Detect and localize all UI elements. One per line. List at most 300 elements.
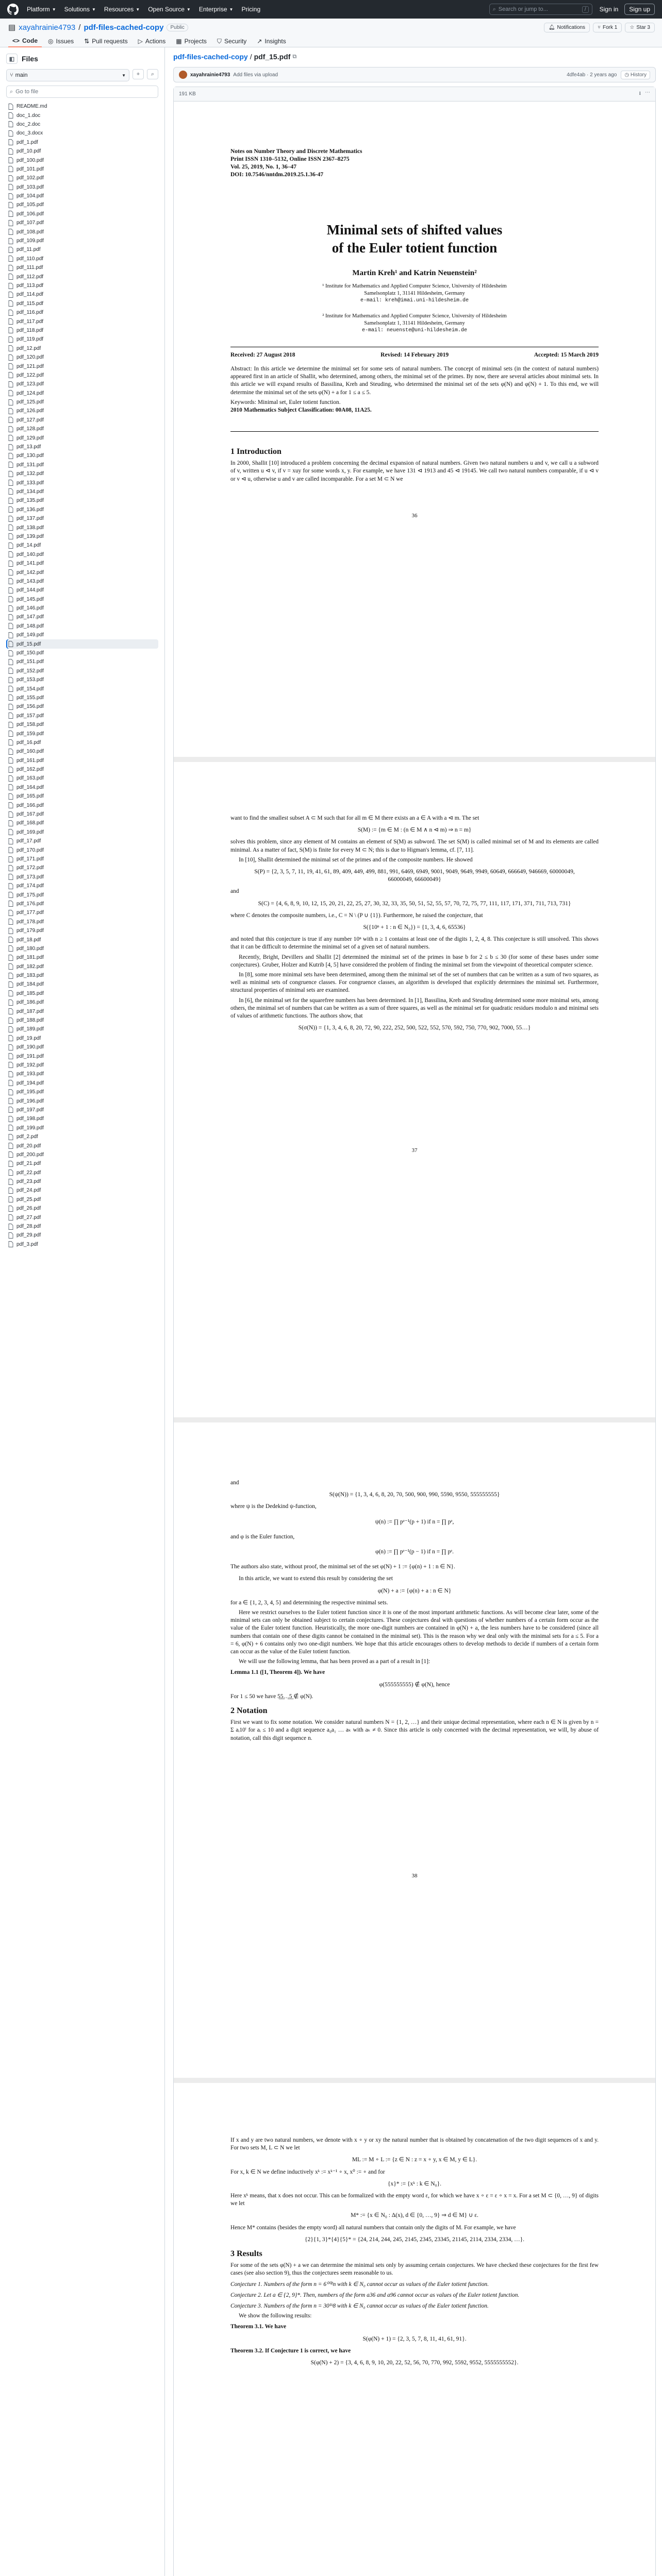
clock-icon: ◷: [624, 72, 630, 78]
nav-enterprise[interactable]: Enterprise ▼: [198, 6, 234, 13]
file-tree-item[interactable]: [6, 523, 158, 532]
file-tree-item[interactable]: [6, 443, 158, 451]
file-icon: [8, 1018, 13, 1024]
file-name: pdf_121.pdf: [16, 363, 44, 369]
file-tree-item[interactable]: [6, 882, 158, 890]
file-name: pdf_143.pdf: [16, 578, 44, 584]
file-icon: [8, 686, 13, 692]
file-icon: [8, 632, 13, 638]
file-name: pdf_26.pdf: [16, 1206, 41, 1212]
branch-selector[interactable]: ⑂ main ▼: [6, 69, 129, 81]
file-name: pdf_108.pdf: [16, 229, 44, 235]
commit-author[interactable]: xayahrainie4793: [190, 72, 230, 78]
file-tree-item[interactable]: [6, 1231, 158, 1240]
equation: ψ(n) := ∏ pᵉ⁻¹(p + 1) if n = ∏ pᵉ,: [375, 1518, 454, 1525]
file-icon: [8, 739, 13, 745]
file-tree-item[interactable]: [6, 317, 158, 326]
file-icon: [8, 372, 13, 378]
file-tree-item[interactable]: [6, 1132, 158, 1141]
file-name: pdf_180.pdf: [16, 945, 44, 952]
file-tree-item[interactable]: [6, 765, 158, 774]
file-name: pdf_154.pdf: [16, 686, 44, 692]
file-tree-item[interactable]: [6, 1052, 158, 1060]
file-tree-item[interactable]: [6, 720, 158, 729]
go-to-file-input[interactable]: ⌕ Go to file: [6, 86, 158, 98]
abstract: Abstract: In this article we determine the minimal set for some sets of natural numbers. The concept of minimal sets (in the context of natural numbers) appeared first in an article of Shallit, who determined, among others, the minimal set of the primes. By now, there are several articles about minimal sets. In this article we will expand results of Bassilina, Kreh and Steuding, who determined the minimal set of the sets φ(N) and φ(N) + 1. To this end, we will determine the minimal set of the sets φ(N) + a for 1 ≤ a ≤ 5.: [230, 366, 599, 396]
file-tree-sidebar: [0, 47, 165, 2576]
file-tree-item[interactable]: [6, 218, 158, 227]
file-icon: [8, 300, 13, 307]
file-name: pdf_119.pdf: [16, 336, 44, 343]
tab-issues[interactable]: ◎ Issues: [48, 38, 74, 45]
star-button[interactable]: ☆ Star 3: [625, 23, 655, 32]
file-name: pdf_200.pdf: [16, 1151, 44, 1158]
file-tree-item[interactable]: [6, 541, 158, 550]
file-tree-item[interactable]: [6, 1168, 158, 1177]
page-number: 38: [411, 1873, 418, 1879]
file-icon: [8, 694, 13, 701]
file-tree-item[interactable]: [6, 1088, 158, 1096]
file-name: pdf_138.pdf: [16, 524, 44, 531]
file-tree-item[interactable]: [6, 344, 158, 353]
file-tree-item[interactable]: [6, 900, 158, 908]
file-tree-item[interactable]: [6, 362, 158, 370]
file-icon: [8, 390, 13, 396]
file-tree-item[interactable]: [6, 1061, 158, 1070]
search-files-icon[interactable]: ⌕: [147, 69, 158, 79]
history-button[interactable]: ◷ History: [621, 71, 650, 79]
fork-button[interactable]: ⑂ Fork 1: [593, 23, 622, 32]
file-tree-item[interactable]: [6, 908, 158, 917]
file-tree-item[interactable]: [6, 272, 158, 281]
section-heading: 1 Introduction: [230, 447, 282, 456]
notifications-button[interactable]: 🔔︎ Notifications: [544, 23, 590, 32]
file-icon: [8, 1170, 13, 1176]
more-options-icon[interactable]: ⋯: [645, 90, 650, 95]
file-icon: [8, 605, 13, 612]
file-tree-item[interactable]: [6, 729, 158, 738]
file-icon: [8, 722, 13, 728]
file-tree-item[interactable]: [6, 568, 158, 577]
file-icon: [8, 1071, 13, 1077]
file-tree-item[interactable]: [6, 156, 158, 164]
file-tree-item[interactable]: [6, 783, 158, 792]
collapse-sidebar-icon[interactable]: ◧: [6, 54, 18, 64]
file-tree-item[interactable]: [6, 855, 158, 863]
repo-owner-link[interactable]: xayahrainie4793: [19, 23, 76, 32]
file-icon: [8, 408, 13, 414]
file-tree-item[interactable]: [6, 138, 158, 147]
file-icon: [8, 480, 13, 486]
nav-pricing[interactable]: Pricing: [241, 6, 261, 13]
file-tree-item[interactable]: [6, 953, 158, 962]
file-tree-item[interactable]: [6, 461, 158, 469]
file-tree-item[interactable]: [6, 326, 158, 335]
section-heading: 2 Notation: [230, 1706, 268, 1716]
file-name: pdf_156.pdf: [16, 704, 44, 710]
file-name: pdf_101.pdf: [16, 166, 44, 172]
file-tree-item[interactable]: [6, 469, 158, 478]
file-tree-item[interactable]: [6, 1043, 158, 1052]
file-tree-item[interactable]: [6, 1186, 158, 1195]
file-icon: [8, 1026, 13, 1032]
file-icon: [8, 1053, 13, 1059]
file-tree-item[interactable]: [6, 192, 158, 200]
pdf-page-38: and S(ψ(N)) = {1, 3, 4, 6, 8, 20, 70, 500, 900, 990, 5590, 9550, 555555555} where ψ is the Dedekind ψ-function, ψ(n) := ∏ pᵉ⁻¹(p + 1) if n = ∏ pᵉ, and φ is the Euler function, φ(n) := ∏ pᵉ⁻¹(p − 1) if n = ∏ pᵉ. The authors also state, without proof, the minimal set of the set φ(N) + 1 := {φ(n) + 1 : n ∈ N}. In this article, we want to extend this result by considering the set φ(N) + a := {φ(n) + a : n ∈ N} for a ∈ {1, 2, 3, 4, 5} and determining the respective minimal sets. Here we restrict ourselves to the Euler totient function since it is one of the most important arithmetic functions. As will become clear later, some of the minimal sets can only be obtained subject to certain conjectures. These conjectures deal with questions of whether numbers of a certain form occur as the value of the Euler totient function. Heuristically, the more one-digit numbers are contained in φ(N) + a, the less numbers have to be considered (since all numbers that contain one of these digits cannot be contained in the minimal set). This is the reason why we deal only with the minimal sets for a ≤ 5. For a = 6, φ(N) + 6 contains only two one-digit numbers. We hope that this article encourages others to develop methods to decide if numbers of a certain form can occur as the value of the Euler totient function. We will use the following lemma, that has been proved as a part of a result in [1]: Lemma 1.1 ([1, Theorem 4]). We have φ(555555555) ∉ φ(N), hence For 1 ≤ 50 we have 5̲5̲…̲5̲ ∉ φ(N). 2 Notation First we want to fix some notation. We consider natural numbers N = {1, 2, …} and their unique decimal representation, where each n ∈ N is given by n = Σ aᵢ10ⁱ for aᵢ ≤ 10 and a digit sequence a₀a₁ … aₖ with aₖ ≠ 0. Since this article is only concerned with the decimal representation, we will, by abuse of notation, call this digit sequence n. 38: [174, 1422, 655, 2078]
file-icon: [8, 811, 13, 818]
file-tree-item[interactable]: [6, 478, 158, 487]
file-name: pdf_172.pdf: [16, 865, 44, 871]
file-tree-item[interactable]: [6, 353, 158, 362]
file-tree-item[interactable]: [6, 406, 158, 415]
file-name: pdf_158.pdf: [16, 722, 44, 728]
file-icon: [8, 614, 13, 620]
nav-solutions[interactable]: Solutions ▼: [64, 6, 96, 13]
file-tree-item[interactable]: [6, 102, 158, 111]
file-name: pdf_20.pdf: [16, 1143, 41, 1149]
file-icon: [8, 1107, 13, 1113]
file-name: pdf_175.pdf: [16, 892, 44, 898]
file-name: pdf_189.pdf: [16, 1026, 44, 1032]
file-icon: [8, 462, 13, 468]
file-icon: [8, 551, 13, 557]
file-tree-item[interactable]: [6, 613, 158, 621]
tab-actions[interactable]: ▷ Actions: [138, 38, 166, 45]
file-name: pdf_18.pdf: [16, 937, 41, 943]
file-icon: [8, 506, 13, 513]
file-tree-item[interactable]: [6, 487, 158, 496]
abstract-block: [230, 365, 599, 416]
file-tree-item[interactable]: [6, 1096, 158, 1105]
file-icon: [8, 901, 13, 907]
file-tree-item[interactable]: [6, 595, 158, 603]
file-icon: [8, 471, 13, 477]
file-name: pdf_115.pdf: [16, 300, 44, 307]
file-tree-item[interactable]: [6, 711, 158, 720]
file-name: pdf_176.pdf: [16, 901, 44, 907]
breadcrumb-file: pdf_15.pdf: [254, 53, 291, 61]
file-tree-item[interactable]: [6, 989, 158, 998]
file-tree-item[interactable]: [6, 183, 158, 192]
download-icon[interactable]: ⭳: [639, 91, 641, 96]
file-tree-item[interactable]: [6, 416, 158, 425]
file-tree-item[interactable]: [6, 998, 158, 1007]
file-name: pdf_147.pdf: [16, 614, 44, 620]
file-tree-item[interactable]: [6, 828, 158, 837]
file-name: pdf_3.pdf: [16, 1241, 38, 1247]
file-tree-item[interactable]: [6, 631, 158, 639]
conjecture-1: Conjecture 1. Numbers of the form n = 6⁰⁰²n with k ∈ N₀ cannot occur as values of the Euler totient function.: [230, 2281, 489, 2287]
file-name: pdf_14.pdf: [16, 543, 41, 549]
file-tree-item[interactable]: [6, 1159, 158, 1168]
file-tree-item[interactable]: [6, 693, 158, 702]
tab-insights[interactable]: ↗ Insights: [257, 38, 286, 45]
avatar[interactable]: [179, 71, 187, 79]
file-tree-item[interactable]: [6, 281, 158, 290]
file-tree-item[interactable]: [6, 577, 158, 586]
file-name: pdf_142.pdf: [16, 569, 44, 575]
file-tree-item[interactable]: [6, 980, 158, 989]
file-view: [173, 47, 656, 2576]
file-icon: [8, 981, 13, 988]
file-tree-item[interactable]: [6, 837, 158, 845]
file-name: pdf_102.pdf: [16, 175, 44, 181]
file-tree-item[interactable]: [6, 1222, 158, 1231]
file-name: pdf_198.pdf: [16, 1116, 44, 1122]
file-name: pdf_195.pdf: [16, 1089, 44, 1095]
file-tree-item[interactable]: [6, 111, 158, 120]
file-name: pdf_15.pdf: [16, 641, 41, 647]
repo-name-link[interactable]: pdf-files-cached-copy: [84, 23, 164, 32]
file-tree-item[interactable]: [6, 425, 158, 433]
file-tree-item[interactable]: [6, 227, 158, 236]
file-tree-item[interactable]: [6, 299, 158, 308]
file-icon: [8, 1080, 13, 1086]
file-name: pdf_29.pdf: [16, 1232, 41, 1239]
file-tree-item[interactable]: [6, 801, 158, 809]
file-tree-item[interactable]: [6, 398, 158, 406]
file-tree-item[interactable]: [6, 1204, 158, 1213]
file-tree-item[interactable]: [6, 1213, 158, 1222]
file-icon: [8, 318, 13, 325]
add-file-icon[interactable]: +: [133, 69, 144, 79]
file-tree-item[interactable]: [6, 756, 158, 765]
file-tree-item[interactable]: [6, 335, 158, 344]
file-tree-item[interactable]: [6, 550, 158, 559]
file-tree-item[interactable]: [6, 532, 158, 541]
nav-platform[interactable]: Platform ▼: [27, 6, 56, 13]
file-icon: [8, 784, 13, 790]
equation: {x}* := {xᵏ : k ∈ N₀}.: [387, 2180, 442, 2187]
sign-in-link[interactable]: Sign in: [599, 6, 619, 13]
file-tree-item[interactable]: [6, 255, 158, 263]
file-name: pdf_184.pdf: [16, 981, 44, 988]
search-icon: ⌕: [492, 6, 496, 12]
file-name: pdf_194.pdf: [16, 1080, 44, 1086]
file-tree-item[interactable]: [6, 371, 158, 380]
file-tree-item[interactable]: [6, 971, 158, 980]
file-tree-item[interactable]: [6, 657, 158, 666]
nav-resources[interactable]: Resources ▼: [104, 6, 140, 13]
file-tree-item[interactable]: [6, 263, 158, 272]
file-name: pdf_163.pdf: [16, 775, 44, 782]
file-name: pdf_199.pdf: [16, 1125, 44, 1131]
file-icon: [8, 990, 13, 996]
file-tree-item[interactable]: [6, 308, 158, 317]
file-tree-item[interactable]: [6, 1025, 158, 1033]
file-name: pdf_117.pdf: [16, 318, 44, 325]
file-tree-item[interactable]: [6, 514, 158, 523]
file-tree-item[interactable]: [6, 236, 158, 245]
file-name: pdf_103.pdf: [16, 184, 44, 190]
file-tree-item[interactable]: [6, 505, 158, 514]
file-tree-item[interactable]: [6, 1016, 158, 1025]
file-icon: [8, 130, 13, 137]
file-name: pdf_120.pdf: [16, 354, 44, 361]
file-name: pdf_157.pdf: [16, 713, 44, 719]
file-icon: [8, 444, 13, 450]
file-tree-item[interactable]: [6, 433, 158, 442]
file-tree-item[interactable]: [6, 1240, 158, 1249]
equation: S(φ(N) + 2) = {3, 4, 6, 8, 9, 10, 20, 22, 52, 56, 70, 770, 992, 5592, 9552, 5555555552}.: [310, 2360, 519, 2366]
file-name: doc_2.doc: [16, 121, 41, 127]
file-tree-item[interactable]: [6, 496, 158, 505]
file-icon: [8, 668, 13, 674]
affiliation-1: ¹ Institute for Mathematics and Applied Computer Science, University of Hildesheim Samelsonplatz 1, 31141 Hildesheim, Germany e-mail: kreh@imai.uni-hildesheim.de: [322, 283, 507, 303]
tab-projects[interactable]: ▦ Projects: [176, 38, 207, 45]
commit-hash[interactable]: 4dfe4ab · 2 years ago: [567, 72, 617, 78]
file-name: pdf_161.pdf: [16, 757, 44, 764]
file-tree-item[interactable]: [6, 622, 158, 631]
tab-code[interactable]: <> Code: [8, 35, 42, 47]
file-name: pdf_129.pdf: [16, 435, 44, 441]
file-tree-item[interactable]: [6, 819, 158, 827]
keywords: Keywords: Minimal set, Euler totient function.: [230, 399, 341, 405]
file-tree-item[interactable]: [6, 845, 158, 854]
affiliation-2: ² Institute for Mathematics and Applied Computer Science, University of Hildesheim Samelsonplatz 1, 31141 Hildesheim, Germany e-mail: neuenste@uni-hildesheim.de: [322, 313, 507, 333]
nav-open-source[interactable]: Open Source ▼: [148, 6, 191, 13]
sign-up-button[interactable]: Sign up: [624, 4, 655, 15]
file-name: pdf_125.pdf: [16, 399, 44, 405]
msc: 2010 Mathematics Subject Classification: 00A08, 11A25.: [230, 407, 372, 414]
file-tree-item[interactable]: [6, 649, 158, 657]
file-icon: [8, 1232, 13, 1239]
file-icon: [8, 937, 13, 943]
file-icon: [8, 578, 13, 584]
file-tree-item[interactable]: [6, 792, 158, 801]
file-tree-item[interactable]: [6, 389, 158, 398]
pdf-page-39: If x and y are two natural numbers, we denote with x ∘ y or xy the natural number that is obtained by concatenation of the two digit sequences of x and y. For two sets M, L ⊂ N we let ML := M ∘ L := {z ∈ N : z = x ∘ y, x ∈ M, y ∈ L}. For x, k ∈ N we define inductively xᵏ := xᵏ⁻¹ ∘ x, x⁰ := ∘ and for {x}* := {xᵏ : k ∈ N₀}. Here xᵏ means, that x does not occur. This can be formalized with the empty word ε, for which we have x ∘ ε = ε ∘ x = x. For a set M ⊂ {0, …, 9} of digits we let M* := {x ∈ N₀ : Δ(x), d ∈ {0, …, 9} ⇒ d ∈ M} ∪ ε. Hence M* contains (besides the empty word) all natural numbers that contain only the digits of M. For example, we have {2}{1, 3}*{4}{5}* = {24, 214, 244, 245, 2145, 2345, 23345, 21145, 2114, 2334, 2334, …}. 3 Results For some of the sets φ(N) + a we can determine the minimal sets only by assuming certain conjectures. We have checked these conjectures for the first few cases (see also section 9), thus the conjectures seem reasonable to us. Conjecture 1. Numbers of the form n = 6⁰⁰²n with k ∈ N₀ cannot occur as values of the Euler totient function. Conjecture 2. Let a ∈ {2, 9}*. Then, numbers of the form a36 and a96 cannot occur as values of the Euler totient function. Conjecture 3. Numbers of the form n = 30¹ᵏ8 with k ∈ N₀ cannot occur as values of the Euler totient function. We show the following results: Theorem 3.1. We have S(φ(N) + 1) = {2, 3, 5, 7, 8, 11, 41, 61, 91}. Theorem 3.2. If Conjecture 1 is correct, we have S(φ(N) + 2) = {3, 4, 6, 8, 9, 10, 20, 22, 52, 56, 70, 770, 992, 5592, 9552, 5555555552}.: [174, 2083, 655, 2576]
file-icon: [8, 910, 13, 916]
file-tree-item[interactable]: [6, 873, 158, 882]
file-tree-item[interactable]: [6, 1007, 158, 1015]
file-tree-item[interactable]: [6, 675, 158, 684]
file-tree-item[interactable]: [6, 962, 158, 971]
file-tree-item[interactable]: [6, 639, 158, 648]
file-name: pdf_159.pdf: [16, 731, 44, 737]
graph-icon: ↗: [257, 38, 262, 45]
file-tree-item[interactable]: [6, 1106, 158, 1114]
file-tree-item[interactable]: [6, 147, 158, 156]
breadcrumb: pdf-files-cached-copy / pdf_15.pdf ⧉: [173, 53, 297, 61]
file-tree-item[interactable]: [6, 774, 158, 783]
equation: {2}{1, 3}*{4}{5}* = {24, 214, 244, 245, 2145, 2345, 23345, 21145, 2114, 2334, 2334, …}.: [305, 2236, 524, 2243]
file-icon: [8, 1125, 13, 1131]
file-icon: [8, 1241, 13, 1247]
file-tree-item[interactable]: [6, 174, 158, 182]
file-tree-item[interactable]: [6, 290, 158, 299]
file-icon: [8, 650, 13, 656]
file-tree-item[interactable]: [6, 747, 158, 756]
file-tree-item[interactable]: [6, 1034, 158, 1043]
file-name: pdf_181.pdf: [16, 955, 44, 961]
file-tree-item[interactable]: [6, 1150, 158, 1159]
file-icon: [8, 999, 13, 1006]
file-icon: [8, 435, 13, 441]
file-tree-item[interactable]: [6, 1177, 158, 1186]
conjecture-3: Conjecture 3. Numbers of the form n = 30¹ᵏ8 with k ∈ N₀ cannot occur as values of the Euler totient function.: [230, 2303, 489, 2310]
file-icon: [8, 157, 13, 163]
file-tree-item[interactable]: [6, 559, 158, 568]
file-name: pdf_135.pdf: [16, 498, 44, 504]
file-icon: [8, 587, 13, 594]
file-icon: [8, 1044, 13, 1050]
tab-pull-requests[interactable]: ⇅ Pull requests: [84, 38, 128, 45]
file-tree-item[interactable]: [6, 380, 158, 388]
fork-icon: ⑂: [598, 25, 601, 30]
file-icon: [8, 731, 13, 737]
equation: S(σ(N)) = {1, 3, 4, 6, 8, 20, 72, 90, 222, 252, 500, 522, 552, 570, 592, 750, 770, 902, 7000, 55…}: [298, 1025, 531, 1031]
equation: M* := {x ∈ N₀ : Δ(x), d ∈ {0, …, 9} ⇒ d ∈ M} ∪ ε.: [351, 2212, 478, 2219]
file-icon: [8, 381, 13, 387]
file-tree-item[interactable]: [6, 1195, 158, 1204]
equation: S(φ(N) + 1) = {2, 3, 5, 7, 8, 11, 41, 61, 91}.: [362, 2335, 467, 2342]
file-icon: [8, 596, 13, 602]
file-tree-item[interactable]: [6, 1079, 158, 1088]
breadcrumb-repo-link[interactable]: pdf-files-cached-copy: [173, 53, 248, 61]
file-tree-item[interactable]: [6, 667, 158, 675]
search-shortcut: /: [582, 6, 589, 13]
github-logo-icon[interactable]: [7, 4, 19, 15]
file-name: pdf_124.pdf: [16, 390, 44, 396]
file-tree-item[interactable]: [6, 1114, 158, 1123]
chevron-down-icon: ▼: [186, 7, 191, 12]
tab-security[interactable]: ⛉ Security: [217, 37, 247, 45]
file-tree-item[interactable]: [6, 129, 158, 138]
search-input[interactable]: ⌕ Search or jump to... /: [489, 4, 592, 15]
file-tree-item[interactable]: [6, 1070, 158, 1078]
bell-icon: 🔔︎: [548, 25, 555, 30]
file-tree-item[interactable]: [6, 604, 158, 613]
file-tree-item[interactable]: [6, 863, 158, 872]
file-tree-item[interactable]: [6, 702, 158, 711]
file-icon: [8, 121, 13, 127]
equation: ML := M ∘ L := {z ∈ N : z = x ∘ y, x ∈ M, y ∈ L}.: [352, 2157, 477, 2163]
file-tree-item[interactable]: [6, 935, 158, 944]
file-tree-item[interactable]: [6, 245, 158, 254]
file-tree-item[interactable]: [6, 200, 158, 209]
file-tree-item[interactable]: [6, 918, 158, 926]
file-name: pdf_148.pdf: [16, 623, 44, 629]
file-name: pdf_183.pdf: [16, 973, 44, 979]
file-tree-item[interactable]: [6, 451, 158, 460]
file-tree-item[interactable]: [6, 1124, 158, 1132]
file-tree-item[interactable]: [6, 586, 158, 595]
file-tree-item[interactable]: [6, 890, 158, 899]
copy-path-icon[interactable]: ⧉: [292, 53, 297, 60]
file-tree-item[interactable]: [6, 684, 158, 693]
file-icon: [8, 569, 13, 575]
commit-message[interactable]: Add files via upload: [233, 72, 278, 78]
file-tree-item[interactable]: [6, 165, 158, 174]
file-name: pdf_139.pdf: [16, 533, 44, 539]
file-icon: [8, 229, 13, 235]
file-name: pdf_152.pdf: [16, 668, 44, 674]
file-tree-item[interactable]: [6, 1141, 158, 1150]
paper-title: Minimal sets of shifted values of the Euler totient function: [326, 222, 503, 256]
file-name: pdf_197.pdf: [16, 1107, 44, 1113]
file-tree-item[interactable]: [6, 926, 158, 935]
file-tree-item[interactable]: [6, 810, 158, 819]
file-name: pdf_140.pdf: [16, 551, 44, 557]
file-tree-item[interactable]: [6, 210, 158, 218]
file-tree-item[interactable]: [6, 120, 158, 129]
file-tree-item[interactable]: [6, 738, 158, 747]
file-icon: [8, 973, 13, 979]
file-tree-item[interactable]: [6, 944, 158, 953]
file-icon: [8, 623, 13, 629]
introduction: 1 Introduction In 2000, Shallit [10] introduced a problem concerning the decimal expansion of natural numbers. Given two natural numbers u and v, we call u a subword of v, written u ⊲ v, if v = xuy for some words x, y. For example, we have 131 ⊲ 1913 and 45 ⊲ 19145. We call two natural numbers comparable, if u ⊲ v or v ⊲ u, otherwise u and v are called incomparable. For a set M ⊂ N we: [230, 447, 599, 482]
